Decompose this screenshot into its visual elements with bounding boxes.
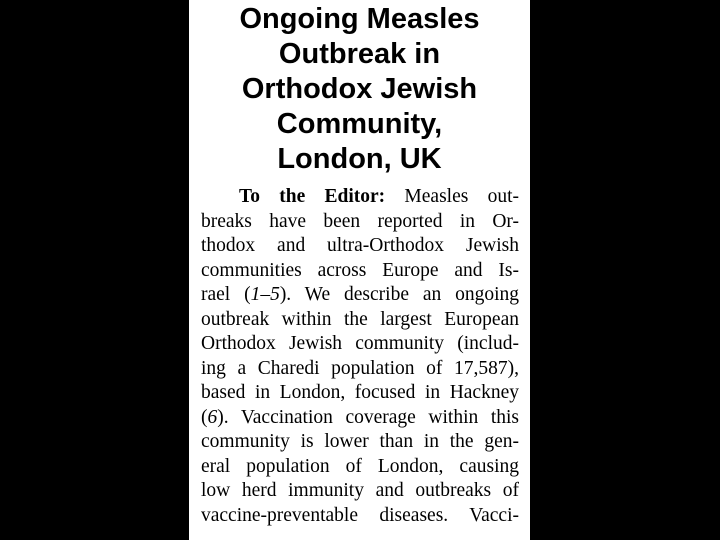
article-title (189, 2, 530, 177)
article-body (201, 185, 519, 528)
title-line: Outbreak in (278, 38, 441, 70)
body-line: based in London, focused in Hackney (201, 382, 519, 403)
body-line: ing a Charedi population of 17,587), (201, 357, 519, 379)
title-line: Orthodox Jewish (241, 73, 478, 105)
citation-reference: 1–5 (250, 284, 280, 305)
body-line: communities across Europe and Is- (201, 259, 519, 281)
citation-reference: 6 (207, 406, 218, 428)
body-line: breaks have been reported in Or- (201, 210, 519, 232)
body-line: outbreak within the largest European (201, 308, 519, 330)
body-line: thodox and ultra-Orthodox Jewish (201, 235, 519, 256)
body-line: vaccine-preventable diseases. Vacci- (201, 504, 519, 526)
body-line (201, 283, 519, 308)
title-line: Community, (276, 108, 443, 140)
body-line (201, 406, 519, 431)
body-line: Orthodox Jewish community (includ- (201, 333, 519, 354)
body-text: rael ( (201, 284, 251, 305)
body-line: eral population of London, causing (201, 455, 519, 477)
body-line: low herd immunity and outbreaks of (201, 480, 519, 501)
body-text: ). Vaccination coverage within this (217, 406, 519, 428)
body-text: ( (201, 406, 208, 428)
title-line: Ongoing Measles (239, 3, 480, 35)
body-text: ). We describe an ongoing (279, 284, 519, 305)
title-line: London, UK (277, 143, 442, 175)
letter-salutation: To the Editor: (239, 186, 386, 207)
body-text: Measles out- (404, 186, 519, 207)
article-page (189, 0, 530, 540)
body-line: community is lower than in the gen- (201, 431, 519, 452)
body-line (201, 185, 519, 210)
